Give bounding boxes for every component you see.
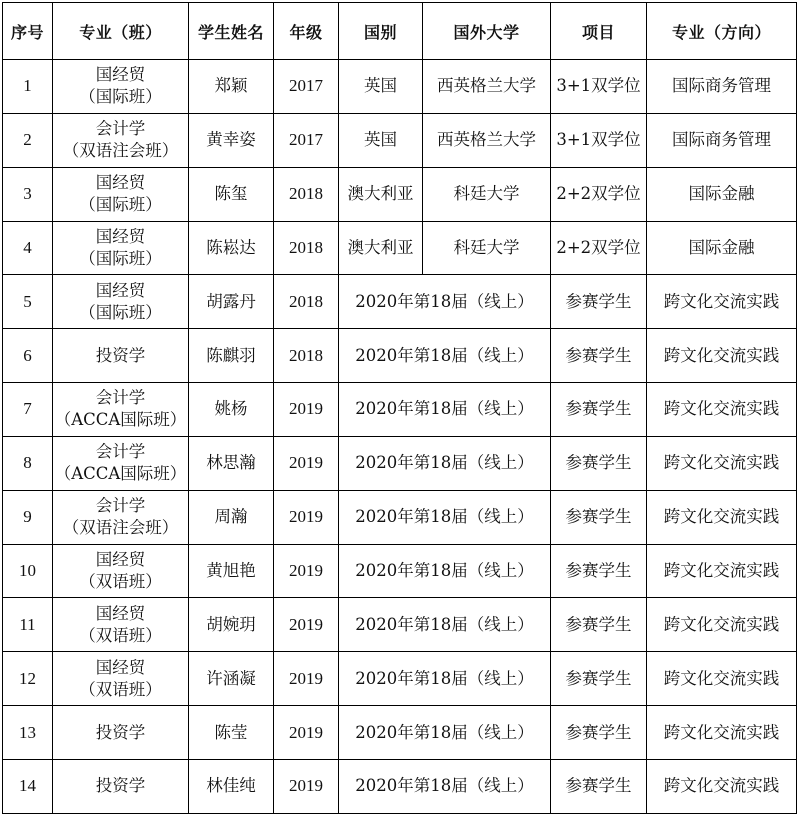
cell-major	[53, 275, 189, 329]
major-class: （双语班）	[79, 572, 162, 592]
major-name: 国经贸	[95, 226, 146, 246]
major-name: 国经贸	[95, 603, 146, 623]
major-class: （双语班）	[79, 679, 162, 699]
cell-direction: 国际商务管理	[647, 60, 797, 114]
cell-session: 2020年第18届（线上）	[339, 383, 551, 437]
major-name: 国经贸	[95, 65, 146, 85]
cell-index: 3	[3, 167, 53, 221]
major-name: 国经贸	[95, 657, 146, 677]
major-class: （国际班）	[79, 248, 162, 268]
header-cell-project: 项目	[551, 3, 647, 60]
header-cell-direction: 专业（方向）	[647, 3, 797, 60]
cell-direction: 跨文化交流实践	[647, 275, 797, 329]
cell-session: 2020年第18届（线上）	[339, 544, 551, 598]
cell-student-name: 黄幸姿	[189, 113, 274, 167]
cell-major	[53, 383, 189, 437]
cell-grade: 2019	[274, 544, 339, 598]
cell-grade: 2019	[274, 706, 339, 760]
major-name: 国经贸	[95, 173, 146, 193]
major-name: 会计学	[95, 388, 146, 408]
cell-student-name: 林思瀚	[189, 436, 274, 490]
cell-project: 参赛学生	[551, 275, 647, 329]
header-cell-foreign-university: 国外大学	[423, 3, 551, 60]
cell-session: 2020年第18届（线上）	[339, 329, 551, 383]
cell-grade: 2018	[274, 275, 339, 329]
cell-grade: 2019	[274, 759, 339, 813]
header-cell-index: 序号	[3, 3, 53, 60]
header-cell-student-name: 学生姓名	[189, 3, 274, 60]
major-class: （国际班）	[79, 302, 162, 322]
major-class: （ACCA国际班）	[54, 464, 187, 484]
cell-country: 英国	[339, 113, 423, 167]
major-name: 国经贸	[95, 280, 146, 300]
cell-student-name: 许涵凝	[189, 652, 274, 706]
cell-direction: 国际金融	[647, 221, 797, 275]
cell-student-name: 陈崧达	[189, 221, 274, 275]
cell-index: 8	[3, 436, 53, 490]
cell-project: 3+1双学位	[551, 60, 647, 114]
cell-grade: 2018	[274, 329, 339, 383]
cell-session: 2020年第18届（线上）	[339, 598, 551, 652]
cell-country: 英国	[339, 60, 423, 114]
cell-foreign-university: 科廷大学	[423, 221, 551, 275]
cell-student-name: 胡婉玥	[189, 598, 274, 652]
major-class: （双语注会班）	[62, 141, 179, 161]
cell-project: 参赛学生	[551, 598, 647, 652]
cell-student-name: 陈麒羽	[189, 329, 274, 383]
cell-session: 2020年第18届（线上）	[339, 275, 551, 329]
cell-grade: 2019	[274, 598, 339, 652]
cell-session: 2020年第18届（线上）	[339, 436, 551, 490]
header-cell-grade: 年级	[274, 3, 339, 60]
cell-student-name: 林佳纯	[189, 759, 274, 813]
cell-foreign-university: 西英格兰大学	[423, 60, 551, 114]
cell-major	[53, 652, 189, 706]
cell-session: 2020年第18届（线上）	[339, 652, 551, 706]
header-cell-major: 专业（班）	[53, 3, 189, 60]
table-row	[3, 113, 797, 167]
table-row	[3, 490, 797, 544]
cell-index: 2	[3, 113, 53, 167]
cell-project: 参赛学生	[551, 652, 647, 706]
cell-project: 参赛学生	[551, 706, 647, 760]
table-row	[3, 221, 797, 275]
cell-direction: 跨文化交流实践	[647, 490, 797, 544]
major-name: 投资学	[95, 722, 146, 742]
table-row	[3, 60, 797, 114]
cell-index: 5	[3, 275, 53, 329]
major-name: 会计学	[95, 119, 146, 139]
cell-country: 澳大利亚	[339, 167, 423, 221]
cell-direction: 跨文化交流实践	[647, 759, 797, 813]
cell-direction: 跨文化交流实践	[647, 652, 797, 706]
table-body	[3, 60, 797, 814]
cell-major	[53, 167, 189, 221]
major-name: 国经贸	[95, 550, 146, 570]
cell-student-name: 黄旭艳	[189, 544, 274, 598]
cell-direction: 跨文化交流实践	[647, 706, 797, 760]
major-name: 投资学	[95, 776, 146, 796]
cell-project: 2+2双学位	[551, 221, 647, 275]
cell-index: 14	[3, 759, 53, 813]
cell-index: 13	[3, 706, 53, 760]
cell-major	[53, 113, 189, 167]
major-name: 会计学	[95, 496, 146, 516]
cell-foreign-university: 科廷大学	[423, 167, 551, 221]
cell-project: 3+1双学位	[551, 113, 647, 167]
cell-major	[53, 598, 189, 652]
cell-direction: 跨文化交流实践	[647, 383, 797, 437]
cell-foreign-university: 西英格兰大学	[423, 113, 551, 167]
cell-project: 参赛学生	[551, 329, 647, 383]
cell-major	[53, 544, 189, 598]
cell-project: 2+2双学位	[551, 167, 647, 221]
cell-index: 4	[3, 221, 53, 275]
table-row	[3, 436, 797, 490]
cell-grade: 2019	[274, 490, 339, 544]
student-exchange-table	[2, 2, 797, 814]
table-row	[3, 759, 797, 813]
cell-project: 参赛学生	[551, 544, 647, 598]
major-name: 会计学	[95, 442, 146, 462]
cell-country: 澳大利亚	[339, 221, 423, 275]
cell-project: 参赛学生	[551, 759, 647, 813]
cell-direction: 跨文化交流实践	[647, 544, 797, 598]
cell-session: 2020年第18届（线上）	[339, 490, 551, 544]
cell-grade: 2018	[274, 167, 339, 221]
cell-project: 参赛学生	[551, 436, 647, 490]
cell-index: 10	[3, 544, 53, 598]
cell-grade: 2019	[274, 652, 339, 706]
table-row	[3, 383, 797, 437]
cell-major	[53, 329, 189, 383]
cell-grade: 2017	[274, 113, 339, 167]
cell-direction: 跨文化交流实践	[647, 329, 797, 383]
cell-index: 12	[3, 652, 53, 706]
major-class: （双语注会班）	[62, 518, 179, 538]
cell-index: 1	[3, 60, 53, 114]
table-row	[3, 706, 797, 760]
cell-grade: 2017	[274, 60, 339, 114]
cell-index: 6	[3, 329, 53, 383]
header-cell-country: 国别	[339, 3, 423, 60]
cell-index: 7	[3, 383, 53, 437]
cell-grade: 2019	[274, 383, 339, 437]
cell-grade: 2019	[274, 436, 339, 490]
major-class: （ACCA国际班）	[54, 410, 187, 430]
cell-grade: 2018	[274, 221, 339, 275]
cell-student-name: 陈莹	[189, 706, 274, 760]
cell-project: 参赛学生	[551, 383, 647, 437]
table-row	[3, 167, 797, 221]
cell-major	[53, 436, 189, 490]
cell-major	[53, 706, 189, 760]
cell-direction: 跨文化交流实践	[647, 436, 797, 490]
table-header-row	[3, 3, 797, 60]
cell-session: 2020年第18届（线上）	[339, 706, 551, 760]
table-row	[3, 329, 797, 383]
cell-student-name: 郑颖	[189, 60, 274, 114]
cell-direction: 国际金融	[647, 167, 797, 221]
cell-index: 9	[3, 490, 53, 544]
cell-major	[53, 490, 189, 544]
cell-major	[53, 759, 189, 813]
major-class: （双语班）	[79, 625, 162, 645]
major-name: 投资学	[95, 345, 146, 365]
major-class: （国际班）	[79, 87, 162, 107]
cell-direction: 跨文化交流实践	[647, 598, 797, 652]
table-row	[3, 544, 797, 598]
major-class: （国际班）	[79, 195, 162, 215]
cell-index: 11	[3, 598, 53, 652]
cell-student-name: 周瀚	[189, 490, 274, 544]
cell-major	[53, 60, 189, 114]
cell-student-name: 陈玺	[189, 167, 274, 221]
cell-direction: 国际商务管理	[647, 113, 797, 167]
cell-project: 参赛学生	[551, 490, 647, 544]
cell-student-name: 胡露丹	[189, 275, 274, 329]
table-row	[3, 275, 797, 329]
cell-session: 2020年第18届（线上）	[339, 759, 551, 813]
cell-student-name: 姚杨	[189, 383, 274, 437]
table-row	[3, 598, 797, 652]
cell-major	[53, 221, 189, 275]
table-row	[3, 652, 797, 706]
